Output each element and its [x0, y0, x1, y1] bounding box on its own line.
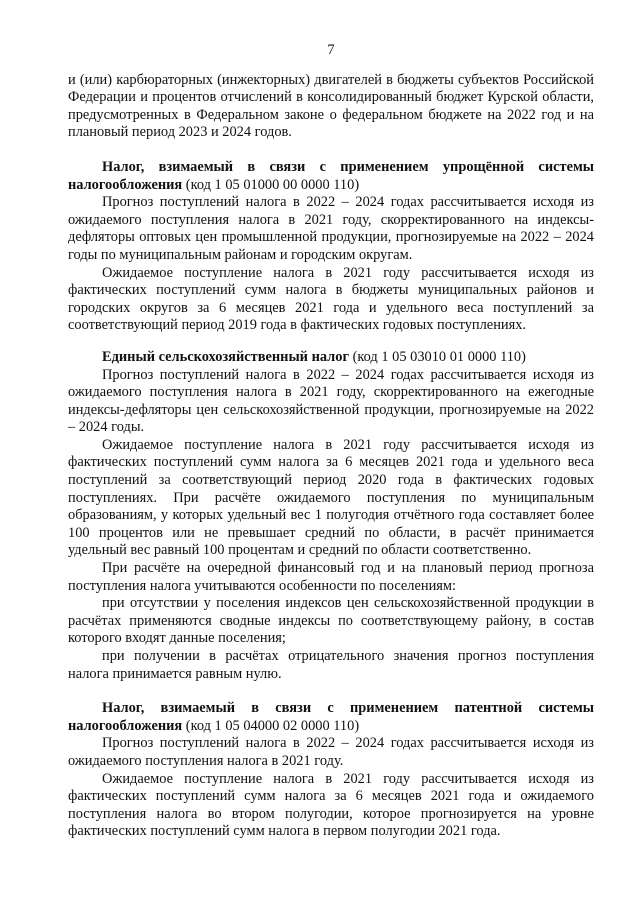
paragraph: при получении в расчётах отрицательного значения прогноз поступления налога принимается равным нулю. — [68, 648, 594, 682]
section-patent-tax — [68, 700, 594, 841]
paragraph: Ожидаемое поступление налога в 2021 году рассчитывается исходя из фактических поступлений сумм налога в бюджеты муниципальных районов и городских округов за 6 месяцев 2021 года и удельного веса поступлений за соответствующий период 2019 года в фактических годовых поступлениях. — [68, 264, 594, 334]
section-heading-title: Налог, взимаемый в связи с применением упрощённой системы налогообложения — [68, 158, 594, 193]
paragraph: Ожидаемое поступление налога в 2021 году рассчитывается исходя из фактических поступлений сумм налога за 6 месяцев 2021 года и удельного веса поступлений за соответствующий период 2020 года в фактических годовых поступлениях. При расчёте ожидаемого поступления по муниципальным образованиям, у которых удельный вес 1 полугодия отчётного года составляет более 100 процентов или не превышает средний по области, в расчёт принимается удельный вес равный 100 процентам и средний по области соответственно. — [68, 436, 594, 559]
section-heading-title: Налог, взимаемый в связи с применением патентной системы налогообложения — [68, 700, 594, 734]
section-agricultural-tax — [68, 349, 594, 683]
section-heading-code: (код 1 05 03010 01 0000 110) — [349, 348, 526, 365]
section-heading-title: Единый сельскохозяйственный налог — [102, 348, 349, 365]
section-heading-code: (код 1 05 04000 02 0000 110) — [182, 717, 360, 734]
section-heading — [68, 159, 594, 194]
paragraph: При расчёте на очередной финансовый год и на плановый период прогноза поступления налога учитываются особенности по поселениям: — [68, 560, 594, 594]
page-number: 7 — [327, 42, 335, 58]
paragraph: Прогноз поступлений налога в 2022 – 2024 годах рассчитывается исходя из ожидаемого поступления налога в 2021 году. — [68, 735, 594, 769]
section-simplified-tax — [68, 159, 594, 335]
paragraph: при отсутствии у поселения индексов цен сельскохозяйственной продукции в расчётах применяются сводные индексы по соответствующему району, в состав которого входят данные поселения; — [68, 595, 594, 647]
section-heading — [68, 700, 594, 735]
paragraph: Прогноз поступлений налога в 2022 – 2024 годах рассчитывается исходя из ожидаемого поступления налога в 2021 году, скорректированного на ежегодные индексы-дефляторы цен сельскохозяйственной продукции, прогнозируемые на 2022 – 2024 годы. — [68, 366, 594, 436]
paragraph: Прогноз поступлений налога в 2022 – 2024 годах рассчитывается исходя из ожидаемого поступления налога в 2021 году, скорректированного на индексы-дефляторы оптовых цен промышленной продукции, прогнозируемые на 2022 – 2024 годы по муниципальным районам и городским округам. — [68, 194, 594, 263]
section-heading-code: (код 1 05 01000 00 0000 110) — [182, 176, 360, 193]
intro-paragraph: и (или) карбюраторных (инжекторных) двигателей в бюджеты субъектов Российской Федерации и процентов отчислений в консолидированный бюджет Курской области, предусмотренных в Федеральном законе о федеральном бюджете на 2022 год и на плановый период 2023 и 2024 годов. — [68, 71, 594, 141]
paragraph: Ожидаемое поступление налога в 2021 году рассчитывается исходя из фактических поступлений сумм налога за 6 месяцев 2021 года и ожидаемого поступления налога во втором полугодии, которое прогнозируется на уровне фактических поступлений сумм налога в первом полугодии 2021 года. — [68, 770, 594, 840]
section-heading — [68, 349, 594, 367]
